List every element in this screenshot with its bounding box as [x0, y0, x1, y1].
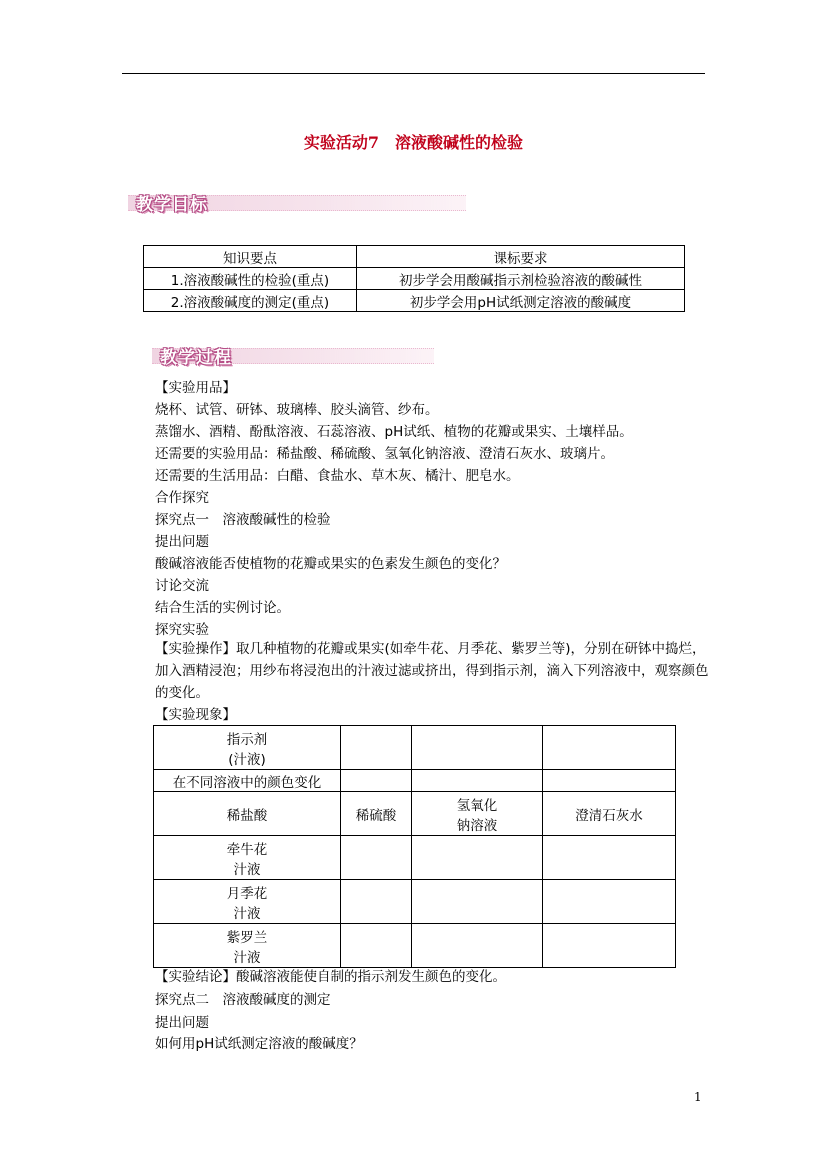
table-cell: [341, 880, 412, 924]
indicator-label: 指示剂: [226, 731, 268, 748]
table-cell: [543, 770, 676, 792]
text-line: 【实验用品】: [155, 380, 236, 396]
text-line: 【实验现象】: [155, 707, 236, 723]
table-cell: [412, 880, 543, 924]
text-line: 还需要的生活用品：白醋、食盐水、草木灰、橘汁、肥皂水。: [155, 468, 520, 484]
observation-table: [153, 725, 676, 968]
text-line: 提出问题: [155, 534, 209, 550]
table-cell: [543, 726, 676, 770]
table-cell: [412, 836, 543, 880]
text-line: 探究点一 溶液酸碱性的检验: [155, 512, 331, 528]
plant-sub: 汁液: [233, 861, 261, 878]
page-number: 1: [694, 1090, 702, 1104]
text-line: 探究点二 溶液酸碱度的测定: [155, 992, 331, 1008]
table-cell: 2.溶液酸碱度的测定(重点): [144, 290, 357, 312]
solution-label-line1: 氢氧化: [456, 797, 498, 814]
text-line: 结合生活的实例讨论。: [155, 600, 290, 616]
table-cell: [154, 726, 341, 770]
table-cell: [412, 770, 543, 792]
table-row: [154, 836, 676, 880]
text-line: 【实验结论】酸碱溶液能使自制的指示剂发生颜色的变化。: [155, 969, 506, 985]
table-cell: [543, 880, 676, 924]
paragraph-experiment-operation: 【实验操作】取几种植物的花瓣或果实(如牵牛花、月季花、紫罗兰等)，分别在研钵中捣烂，加入酒精浸泡；用纱布将浸泡出的汁液过滤或挤出，得到指示剂，滴入下列溶液中，观察颜色的变化。: [155, 641, 709, 701]
table-header: 课标要求: [357, 246, 685, 268]
table-cell: 稀盐酸: [154, 792, 341, 836]
table-cell: 澄清石灰水: [543, 792, 676, 836]
table-cell: [154, 924, 341, 968]
table-cell: [341, 924, 412, 968]
plant-sub: 汁液: [233, 949, 261, 966]
plant-sub: 汁液: [233, 905, 261, 922]
plant-name: 月季花: [226, 885, 268, 902]
table-cell: [412, 792, 543, 836]
table-cell: [341, 836, 412, 880]
table-cell: [543, 836, 676, 880]
text-line: 还需要的实验用品：稀盐酸、稀硫酸、氢氧化钠溶液、澄清石灰水、玻璃片。: [155, 446, 614, 462]
banner-teaching-process: [152, 342, 434, 368]
text-line: 讨论交流: [155, 578, 209, 594]
table-cell: [341, 770, 412, 792]
table-cell: 初步学会用酸碱指示剂检验溶液的酸碱性: [357, 268, 685, 290]
text-line: 蒸馏水、酒精、酚酞溶液、石蕊溶液、pH试纸、植物的花瓣或果实、土壤样品。: [155, 424, 633, 440]
banner-teaching-goals: [128, 189, 466, 215]
table-cell: [412, 726, 543, 770]
table-cell: [154, 836, 341, 880]
table-row: [144, 246, 685, 268]
solution-label-line2: 钠溶液: [456, 817, 498, 834]
table-row: [154, 924, 676, 968]
banner-label: 教学目标: [136, 195, 208, 215]
text-line: 烧杯、试管、研钵、玻璃棒、胶头滴管、纱布。: [155, 402, 439, 418]
plant-name: 牵牛花: [226, 841, 268, 858]
text-line: 酸碱溶液能否使植物的花瓣或果实的色素发生颜色的变化？: [155, 556, 506, 572]
table-row: [154, 880, 676, 924]
header-rule: [122, 73, 705, 74]
objectives-table: [143, 245, 685, 312]
table-cell: 在不同溶液中的颜色变化: [154, 770, 341, 792]
page-title: 实验活动7 溶液酸碱性的检验: [303, 133, 524, 152]
table-row: [154, 792, 676, 836]
text-line: 如何用pH试纸测定溶液的酸碱度？: [155, 1036, 363, 1052]
table-cell: [543, 924, 676, 968]
table-header: 知识要点: [144, 246, 357, 268]
table-cell: [154, 880, 341, 924]
table-cell: [341, 726, 412, 770]
table-cell: 1.溶液酸碱性的检验(重点): [144, 268, 357, 290]
table-row: [154, 770, 676, 792]
text-line: 提出问题: [155, 1015, 209, 1031]
table-row: [154, 726, 676, 770]
text-line: 合作探究: [155, 490, 209, 506]
text-line: 探究实验: [155, 622, 209, 638]
table-row: [144, 290, 685, 312]
table-cell: [412, 924, 543, 968]
table-row: [144, 268, 685, 290]
table-cell: 稀硫酸: [341, 792, 412, 836]
plant-name: 紫罗兰: [226, 929, 268, 946]
banner-label: 教学过程: [160, 348, 232, 368]
indicator-sub-label: (汁液): [228, 751, 266, 768]
table-cell: 初步学会用pH试纸测定溶液的酸碱度: [357, 290, 685, 312]
